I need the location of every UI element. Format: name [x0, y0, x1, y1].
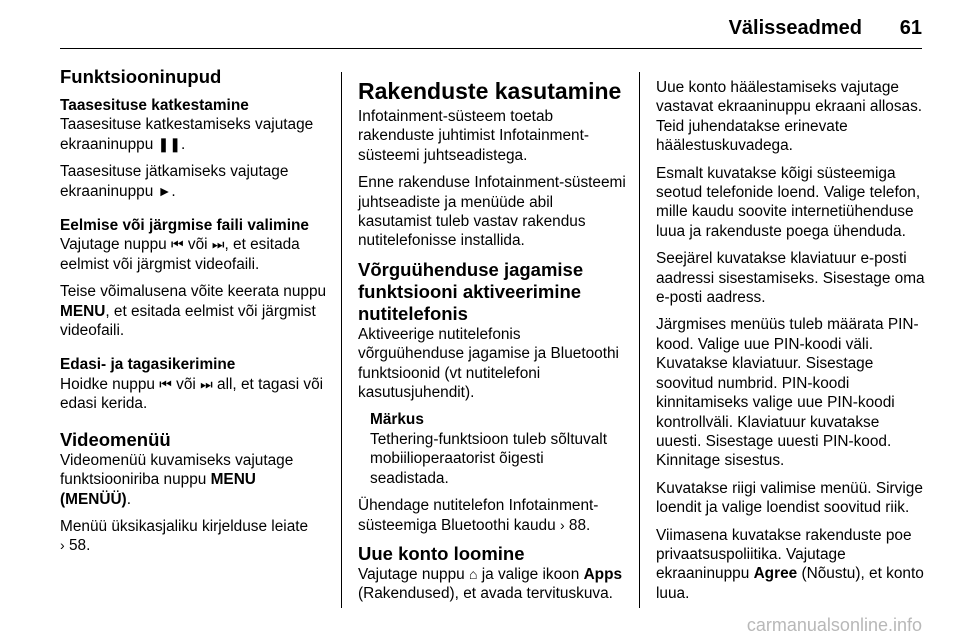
paragraph: Enne rakenduse Infotainment-süsteemi juhtseadiste ja menüüde abil kasutamist tuleb vastav rakendus nutitelefonisse installida. — [358, 174, 626, 250]
section-heading-controls: Funktsiooninupud — [60, 66, 222, 87]
page-title: Välisseadmed — [728, 17, 862, 39]
subheading-pause: Taasesituse katkestamine — [60, 97, 249, 114]
paragraph: Esmalt kuvatakse kõigi süsteemiga seotud telefonide loend. Valige telefon, mille kaudu soovite internetiühenduse luua ja rakenduste poega ühenduda. — [656, 164, 921, 240]
paragraph: Hoidke nuppu ⏮ või ⏭ all, et tagasi või edasi kerida. — [60, 375, 324, 413]
rewind-icon: ⏮ — [159, 375, 172, 392]
previous-track-icon: ⏮ — [170, 236, 184, 253]
paragraph: Aktiveerige nutitelefonis võrguühenduse jagamise ja Bluetoothi funktsioonid (vt nutitelefoni kasutusjuhendit). — [358, 325, 619, 402]
page-header — [0, 0, 960, 50]
paragraph: Ühendage nutitelefon Infotainment-süsteemiga Bluetoothi kaudu › 88. — [358, 497, 599, 534]
paragraph: Vajutage nuppu ⏮ või ⏭, et esitada eelmist või järgmist videofaili. — [60, 236, 300, 273]
section-heading-account: Uue konto loomine — [358, 542, 525, 564]
paragraph: Järgmises menüüs tuleb määrata PIN-kood. Valige uue PIN-koodi väli. Kuvatakse klaviatuur. Sisestage soovitud numbrid. PIN-koodi kinnitamiseks valige uue PIN-koodi kontrollväli. Klaviatuur kuvatakse uuesti. Sisestage uuesti PIN-kood. Kinnitage sisestus. — [656, 316, 919, 470]
column-left — [60, 66, 330, 564]
note-text: Tethering-funktsioon tuleb sõltuvalt mobiilioperaatorist õigesti seadistada. — [370, 430, 607, 487]
home-icon: ⌂ — [468, 565, 478, 582]
column-middle — [358, 78, 626, 612]
column-right — [656, 78, 926, 611]
section-heading-hotspot: Võrguühenduse jagamise funktsiooni aktiveerimine nutitelefonis — [358, 258, 584, 324]
paragraph: Seejärel kuvatakse klaviatuur e-posti aadressi sisestamiseks. Sisestage oma e-posti aadress. — [656, 250, 925, 307]
play-icon: ► — [157, 182, 172, 199]
paragraph: Teise võimalusena võite keerata nuppu MENU, et esitada eelmist või järgmist videofaili. — [60, 283, 327, 340]
page-reference-icon: › — [60, 537, 65, 554]
section-heading-menu: Videomenüü — [60, 428, 171, 450]
column-divider — [341, 72, 342, 608]
section-heading-apps: Rakenduste kasutamine — [358, 78, 622, 104]
paragraph: Vajutage nuppu ⌂ ja valige ikoon Apps (Rakendused), et avada tervituskuva. — [358, 565, 623, 603]
paragraph: Kuvatakse riigi valimise menüü. Sirvige loendit ja valige loendist soovitud riik. — [656, 479, 923, 517]
paragraph: Viimasena kuvatakse rakenduste poe privaatsuspoliitika. Vajutage ekraaninuppu Agree (Nõustu), et konto luua. — [656, 526, 924, 602]
fast-forward-icon: ⏭ — [200, 375, 213, 392]
note-box — [370, 410, 626, 488]
subheading-prev-next: Eelmise või järgmise faili valimine — [60, 217, 309, 235]
note-heading: Märkus — [370, 411, 424, 429]
column-divider — [639, 72, 640, 608]
paragraph: Infotainment-süsteem toetab rakenduste juhtimist Infotainment-süsteemi juhtseadistega. — [358, 108, 589, 164]
paragraph: Taasesituse katkestamiseks vajutage ekraaninuppu ❚❚. — [60, 116, 314, 153]
paragraph: Uue konto häälestamiseks vajutage vastavat ekraaninuppu ekraani allosas. Teid juhendatakse erinevate häälestuskuvadega. — [656, 79, 923, 155]
paragraph: Taasesituse jätkamiseks vajutage ekraaninuppu ►. — [60, 163, 289, 200]
paragraph: Videomenüü kuvamiseks vajutage funktsiooniriba nuppu MENU (MENÜÜ). — [60, 451, 294, 508]
paragraph: Menüü üksikasjaliku kirjelduse leiate › 58. — [60, 517, 309, 555]
next-track-icon: ⏭ — [211, 236, 225, 253]
subheading-seek: Edasi- ja tagasikerimine — [60, 356, 236, 374]
page-number: 61 — [899, 17, 922, 39]
watermark: carmanualsonline.info — [746, 615, 922, 635]
pause-icon: ❚❚ — [157, 135, 182, 152]
page-reference-icon: › — [559, 516, 565, 533]
header-rule — [60, 48, 922, 49]
